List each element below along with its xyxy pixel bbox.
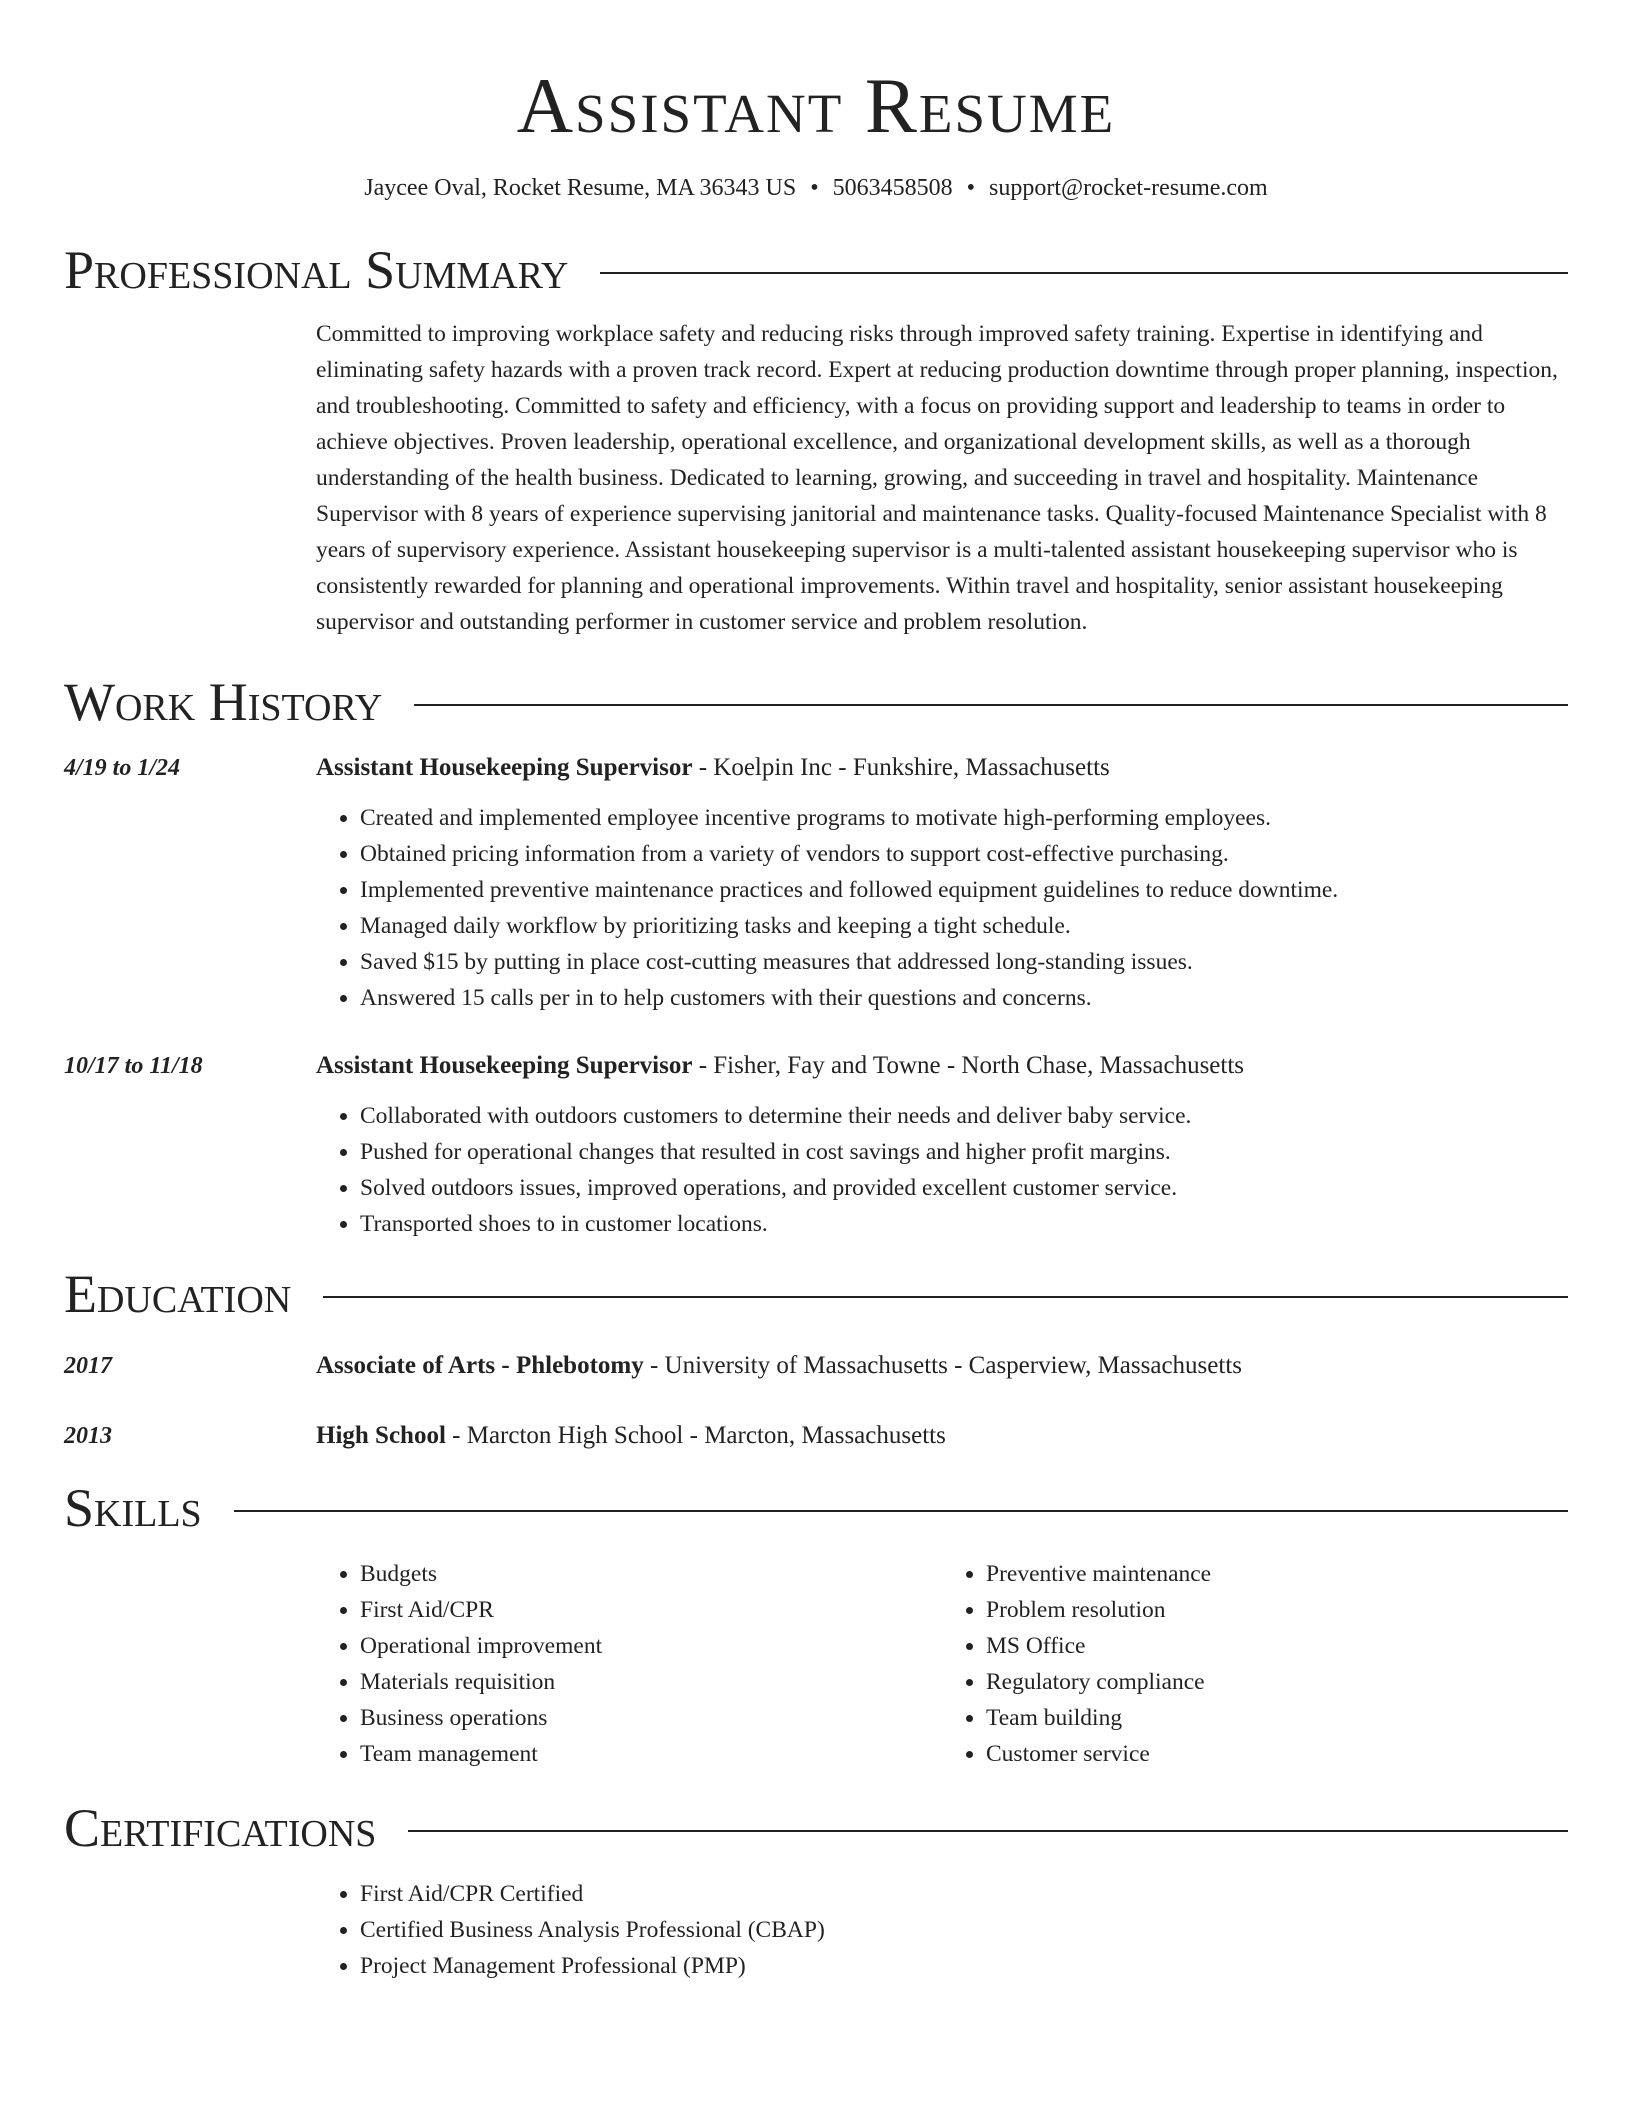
education-date: 2013 [64, 1423, 112, 1449]
education-date: 2017 [64, 1353, 112, 1379]
list-item: • Budgets [360, 1556, 942, 1592]
skills-column-left [316, 1556, 942, 1772]
job-bullets [316, 800, 1568, 1016]
section-divider [323, 1296, 1568, 1298]
education-degree: High School [316, 1422, 446, 1449]
list-item: • Materials requisition [360, 1664, 942, 1700]
education-details: - University of Massachusetts - Casperview, Massachusetts [643, 1352, 1242, 1379]
list-item: • Project Management Professional (PMP) [360, 1948, 1568, 1984]
education-heading-line [316, 1348, 1568, 1384]
education-details: - Marcton High School - Marcton, Massachusetts [445, 1422, 946, 1449]
education-list [64, 1348, 1568, 1454]
education-heading-line [316, 1418, 1568, 1454]
education-entry [64, 1418, 1568, 1454]
list-item: • Obtained pricing information from a variety of vendors to support cost-effective purchasing. [360, 836, 1568, 872]
job-details: - Koelpin Inc - Funkshire, Massachusetts [692, 754, 1110, 781]
job-heading [316, 1048, 1568, 1084]
job-entry [64, 1048, 1568, 1242]
job-details: - Fisher, Fay and Towne - North Chase, Massachusetts [692, 1052, 1245, 1079]
section-divider [600, 272, 1568, 274]
job-date: 10/17 to 11/18 [64, 1053, 203, 1079]
education-section-header [64, 1262, 1568, 1326]
contact-line [64, 172, 1568, 204]
list-item: • Certified Business Analysis Professional (CBAP) [360, 1912, 1568, 1948]
list-item: • Created and implemented employee incentive programs to motivate high-performing employees. [360, 800, 1568, 836]
job-bullets [316, 1098, 1568, 1242]
summary-text: Committed to improving workplace safety and reducing risks through improved safety training. Expertise in identifying and eliminating safety hazards with a proven track record. Expert at reducing production downtime through proper planning, inspection, and troubleshooting. Committed to safety and efficiency, with a focus on providing support and leadership to teams in order to achieve objectives. Proven leadership, operational excellence, and organizational development skills, as well as a thorough understanding of the health business. Dedicated to learning, growing, and succeeding in travel and hospitality. Maintenance Supervisor with 8 years of experience supervising janitorial and maintenance tasks. Quality-focused Maintenance Specialist with 8 years of supervisory experience. Assistant housekeeping supervisor is a multi-talented assistant housekeeping supervisor who is consistently rewarded for planning and operational improvements. Within travel and hospitality, senior assistant housekeeping supervisor and outstanding performer in customer service and problem resolution. [316, 321, 1558, 635]
job-title: Assistant Housekeeping Supervisor [316, 1052, 693, 1079]
list-item: • Preventive maintenance [986, 1556, 1568, 1592]
list-item: • Problem resolution [986, 1592, 1568, 1628]
list-item: • Customer service [986, 1736, 1568, 1772]
certifications-bullets [316, 1876, 1568, 1984]
list-item: • First Aid/CPR [360, 1592, 942, 1628]
education-heading: Education [64, 1264, 292, 1324]
list-item: • Team management [360, 1736, 942, 1772]
section-divider [414, 704, 1568, 706]
certifications-list [64, 1876, 1568, 1984]
job-date: 4/19 to 1/24 [64, 755, 181, 781]
skills-section-header [64, 1476, 1568, 1540]
contact-address: Jaycee Oval, Rocket Resume, MA 36343 US [364, 175, 797, 201]
list-item: • Transported shoes to in customer locations. [360, 1206, 1568, 1242]
list-item: • Solved outdoors issues, improved operations, and provided excellent customer service. [360, 1170, 1568, 1206]
list-item: • MS Office [986, 1628, 1568, 1664]
list-item: • Implemented preventive maintenance practices and followed equipment guidelines to reduce downtime. [360, 872, 1568, 908]
list-item: • Regulatory compliance [986, 1664, 1568, 1700]
list-item: • Team building [986, 1700, 1568, 1736]
list-item: • Business operations [360, 1700, 942, 1736]
section-divider [408, 1830, 1568, 1832]
work-heading: Work History [64, 672, 383, 732]
education-degree: Associate of Arts - Phlebotomy [316, 1352, 644, 1379]
certifications-heading: Certifications [64, 1798, 377, 1858]
resume-title: Assistant Resume [516, 62, 1116, 149]
contact-phone: 5063458508 [832, 175, 953, 201]
list-item: • Collaborated with outdoors customers to determine their needs and deliver baby service. [360, 1098, 1568, 1134]
skills-heading: Skills [64, 1478, 202, 1538]
job-title: Assistant Housekeeping Supervisor [316, 754, 693, 781]
resume-page [64, 0, 1568, 1984]
list-item: • Saved $15 by putting in place cost-cutting measures that addressed long-standing issues. [360, 944, 1568, 980]
certifications-section-header [64, 1796, 1568, 1860]
contact-separator: • [810, 175, 819, 201]
summary-heading: Professional Summary [64, 240, 569, 300]
skills-column-right [942, 1556, 1568, 1772]
job-heading [316, 750, 1568, 786]
list-item: • Managed daily workflow by prioritizing tasks and keeping a tight schedule. [360, 908, 1568, 944]
list-item: • First Aid/CPR Certified [360, 1876, 1568, 1912]
skills-list [316, 1556, 1568, 1772]
list-item: • Answered 15 calls per in to help customers with their questions and concerns. [360, 980, 1568, 1016]
education-entry [64, 1348, 1568, 1384]
summary-section-header [64, 238, 1568, 302]
job-entry [64, 750, 1568, 1016]
list-item: • Operational improvement [360, 1628, 942, 1664]
contact-email: support@rocket-resume.com [989, 175, 1268, 201]
contact-separator: • [966, 175, 976, 201]
work-section-header [64, 670, 1568, 734]
list-item: • Pushed for operational changes that resulted in cost savings and higher profit margins. [360, 1134, 1568, 1170]
section-divider [234, 1510, 1568, 1512]
work-history [64, 750, 1568, 1242]
